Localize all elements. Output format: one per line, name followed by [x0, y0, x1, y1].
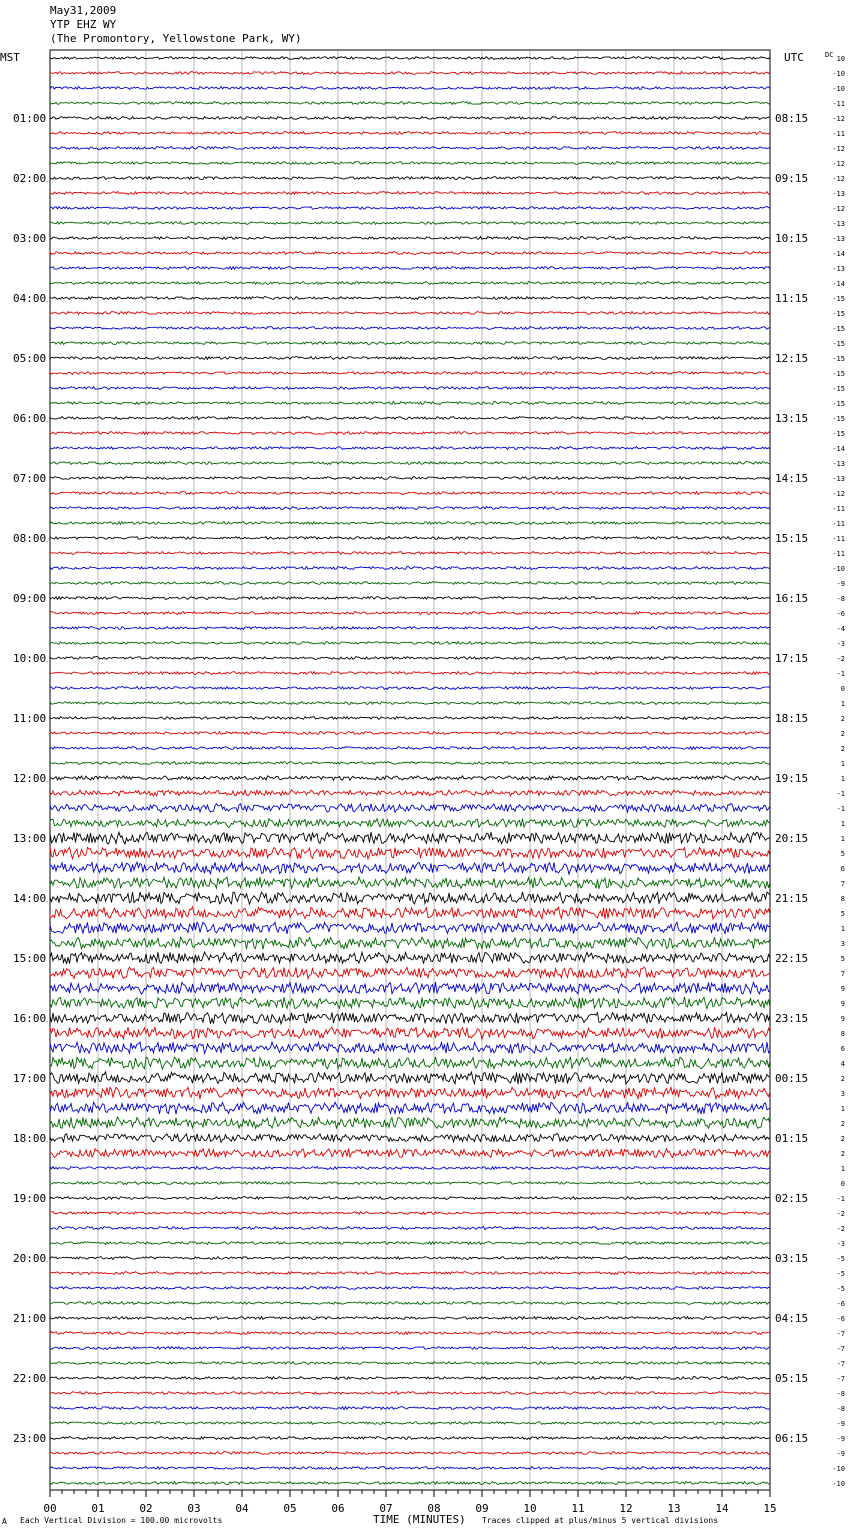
right-hour-labels: [775, 112, 808, 1445]
trace-row-87: [50, 1362, 770, 1365]
trace-row-76: [50, 1197, 770, 1200]
trace-row-18: [50, 327, 770, 330]
trace-row-66: [50, 1042, 770, 1054]
left-hour-label: 14:00: [13, 892, 47, 905]
dc-offset-label: -7: [836, 1330, 845, 1338]
dc-offset-label: -1: [836, 790, 845, 798]
trace-row-40: [50, 657, 770, 660]
dc-offset-label: -11: [832, 100, 845, 108]
trace-row-93: [50, 1452, 770, 1455]
trace-row-91: [50, 1422, 770, 1425]
right-hour-label: 03:15: [775, 1252, 809, 1265]
trace-row-36: [50, 597, 770, 600]
dc-offset-label: -14: [832, 250, 845, 258]
dc-offset-label: -8: [836, 1390, 845, 1398]
dc-offset-label: -4: [836, 625, 845, 633]
trace-row-67: [50, 1057, 770, 1069]
x-axis: [43, 1490, 776, 1515]
trace-row-61: [50, 967, 770, 979]
dc-offset-label: 3: [840, 940, 845, 948]
dc-offset-label: 9: [840, 1015, 845, 1023]
trace-row-14: [50, 267, 770, 270]
trace-row-94: [50, 1467, 770, 1470]
dc-offset-label: -13: [832, 220, 845, 228]
right-timezone-label: UTC: [784, 51, 804, 64]
trace-row-81: [50, 1272, 770, 1275]
trace-row-73: [50, 1149, 770, 1158]
dc-offset-label: 0: [840, 1180, 845, 1188]
dc-offset-label: -6: [836, 1315, 845, 1323]
left-hour-label: 10:00: [13, 652, 47, 665]
trace-row-62: [50, 982, 770, 994]
trace-row-25: [50, 432, 770, 435]
dc-offset-label: -13: [832, 475, 845, 483]
dc-offset-label: 7: [840, 880, 845, 888]
left-hour-label: 20:00: [13, 1252, 47, 1265]
trace-row-95: [50, 1482, 770, 1485]
trace-row-4: [50, 117, 770, 120]
trace-row-3: [50, 102, 770, 105]
left-hour-label: 09:00: [13, 592, 47, 605]
dc-offset-label: 7: [840, 970, 845, 978]
left-hour-label: 11:00: [13, 712, 47, 725]
dc-offset-label: -3: [836, 640, 845, 648]
right-hour-label: 00:15: [775, 1072, 809, 1085]
dc-offset-label: 5: [840, 955, 845, 963]
trace-row-85: [50, 1332, 770, 1335]
trace-row-20: [50, 357, 770, 360]
dc-offset-label: 1: [840, 1165, 845, 1173]
dc-offset-label: -6: [836, 1300, 845, 1308]
left-hour-label: 07:00: [13, 472, 47, 485]
dc-offset-label: -12: [832, 115, 845, 123]
x-tick-label: 08: [427, 1502, 441, 1515]
right-hour-label: 01:15: [775, 1132, 809, 1145]
trace-row-70: [50, 1102, 770, 1114]
x-tick-label: 05: [283, 1502, 297, 1515]
trace-row-16: [50, 297, 770, 300]
dc-offset-label: 6: [840, 865, 845, 873]
dc-offset-label: 2: [840, 1075, 845, 1083]
dc-offset-label: 2: [840, 1120, 845, 1128]
dc-offset-label: -3: [836, 1240, 845, 1248]
left-hour-labels: [13, 112, 46, 1445]
trace-row-58: [50, 922, 770, 934]
dc-offset-label: -15: [832, 355, 845, 363]
trace-row-69: [50, 1087, 770, 1099]
trace-row-21: [50, 372, 770, 375]
dc-offset-label: -12: [832, 145, 845, 153]
dc-offset-label: -15: [832, 430, 845, 438]
dc-offset-label: -7: [836, 1360, 845, 1368]
left-timezone-label: MST: [0, 51, 20, 64]
trace-row-59: [50, 937, 770, 949]
x-tick-label: 00: [43, 1502, 57, 1515]
dc-offset-label: -15: [832, 295, 845, 303]
trace-row-78: [50, 1227, 770, 1230]
dc-offset-label: -10: [832, 85, 845, 93]
dc-offset-label: -12: [832, 160, 845, 168]
trace-row-89: [50, 1392, 770, 1395]
dc-offset-label: -2: [836, 655, 845, 663]
trace-row-19: [50, 342, 770, 345]
trace-row-88: [50, 1377, 770, 1380]
trace-row-23: [50, 402, 770, 405]
dc-offset-label: -2: [836, 1210, 845, 1218]
trace-row-65: [50, 1027, 770, 1039]
dc-offset-labels: [832, 55, 845, 1488]
trace-row-12: [50, 237, 770, 240]
dc-offset-label: 8: [840, 895, 845, 903]
dc-header-label: DC: [825, 51, 834, 59]
x-tick-label: 12: [619, 1502, 633, 1515]
left-hour-label: 05:00: [13, 352, 47, 365]
trace-row-74: [50, 1167, 770, 1170]
dc-offset-label: 2: [840, 730, 845, 738]
x-tick-label: 07: [379, 1502, 393, 1515]
dc-offset-label: 1: [840, 760, 845, 768]
trace-row-37: [50, 612, 770, 615]
dc-offset-label: -9: [836, 1420, 845, 1428]
left-hour-label: 16:00: [13, 1012, 47, 1025]
x-tick-label: 09: [475, 1502, 489, 1515]
dc-offset-label: 2: [840, 1150, 845, 1158]
dc-offset-label: 2: [840, 745, 845, 753]
dc-offset-label: -15: [832, 310, 845, 318]
trace-row-43: [50, 702, 770, 705]
trace-row-35: [50, 582, 770, 585]
trace-row-39: [50, 642, 770, 645]
x-tick-label: 01: [91, 1502, 105, 1515]
trace-row-9: [50, 192, 770, 195]
location-label: (The Promontory, Yellowstone Park, WY): [50, 32, 302, 45]
left-hour-label: 17:00: [13, 1072, 47, 1085]
dc-offset-label: 0: [840, 685, 845, 693]
right-hour-label: 16:15: [775, 592, 809, 605]
dc-offset-label: 1: [840, 700, 845, 708]
trace-row-17: [50, 312, 770, 315]
right-hour-label: 18:15: [775, 712, 809, 725]
left-hour-label: 21:00: [13, 1312, 47, 1325]
dc-offset-label: -11: [832, 535, 845, 543]
dc-offset-label: -11: [832, 505, 845, 513]
left-hour-label: 08:00: [13, 532, 47, 545]
trace-row-64: [50, 1013, 770, 1024]
dc-offset-label: -13: [832, 190, 845, 198]
left-hour-label: 13:00: [13, 832, 47, 845]
left-hour-label: 19:00: [13, 1192, 47, 1205]
dc-offset-label: -15: [832, 340, 845, 348]
left-hour-label: 23:00: [13, 1432, 47, 1445]
dc-offset-label: -7: [836, 1345, 845, 1353]
dc-offset-label: -14: [832, 280, 845, 288]
dc-offset-label: -12: [832, 490, 845, 498]
dc-offset-label: -5: [836, 1285, 845, 1293]
trace-row-13: [50, 252, 770, 255]
x-tick-label: 02: [139, 1502, 153, 1515]
trace-row-22: [50, 387, 770, 390]
dc-offset-label: 8: [840, 1030, 845, 1038]
dc-offset-label: -12: [832, 205, 845, 213]
left-hour-label: 15:00: [13, 952, 47, 965]
dc-offset-label: -1: [836, 1195, 845, 1203]
dc-offset-label: 1: [840, 1105, 845, 1113]
trace-row-24: [50, 417, 770, 420]
x-tick-label: 04: [235, 1502, 249, 1515]
trace-row-46: [50, 747, 770, 750]
x-tick-label: 03: [187, 1502, 201, 1515]
dc-offset-label: -8: [836, 1405, 845, 1413]
left-hour-label: 22:00: [13, 1372, 47, 1385]
traces: [50, 57, 770, 1485]
trace-row-31: [50, 522, 770, 525]
trace-row-0: [50, 57, 770, 60]
dc-offset-label: 1: [840, 820, 845, 828]
dc-offset-label: -7: [836, 1375, 845, 1383]
dc-offset-label: 4: [840, 1060, 845, 1068]
dc-offset-label: 2: [840, 715, 845, 723]
dc-offset-label: 5: [840, 910, 845, 918]
dc-offset-label: 1: [840, 775, 845, 783]
trace-row-72: [50, 1134, 770, 1143]
right-hour-label: 10:15: [775, 232, 809, 245]
trace-row-55: [50, 877, 770, 889]
dc-offset-label: -11: [832, 520, 845, 528]
trace-row-8: [50, 177, 770, 180]
dc-offset-label: -13: [832, 460, 845, 468]
trace-row-33: [50, 552, 770, 555]
dc-offset-label: 6: [840, 1045, 845, 1053]
trace-row-5: [50, 132, 770, 135]
dc-offset-label: 10: [836, 55, 845, 63]
dc-offset-label: -15: [832, 370, 845, 378]
trace-row-68: [50, 1072, 770, 1084]
right-hour-label: 04:15: [775, 1312, 809, 1325]
right-hour-label: 06:15: [775, 1432, 809, 1445]
dc-offset-label: -6: [836, 610, 845, 618]
dc-offset-label: -8: [836, 595, 845, 603]
x-tick-label: 15: [763, 1502, 777, 1515]
trace-row-80: [50, 1257, 770, 1260]
dc-offset-label: 2: [840, 1135, 845, 1143]
right-hour-label: 11:15: [775, 292, 809, 305]
left-hour-label: 04:00: [13, 292, 47, 305]
trace-row-48: [50, 776, 770, 781]
trace-row-15: [50, 282, 770, 285]
x-tick-label: 10: [523, 1502, 537, 1515]
dc-offset-label: -10: [832, 565, 845, 573]
trace-row-47: [50, 762, 770, 765]
right-hour-label: 14:15: [775, 472, 809, 485]
trace-row-50: [50, 804, 770, 813]
dc-offset-label: -5: [836, 1255, 845, 1263]
x-tick-label: 06: [331, 1502, 345, 1515]
dc-offset-label: 3: [840, 1090, 845, 1098]
trace-row-38: [50, 627, 770, 630]
dc-offset-label: -2: [836, 1225, 845, 1233]
trace-row-29: [50, 492, 770, 495]
right-hour-label: 02:15: [775, 1192, 809, 1205]
trace-row-51: [50, 819, 770, 828]
x-axis-title: TIME (MINUTES): [373, 1513, 466, 1526]
corner-mark: A: [2, 1517, 7, 1526]
dc-offset-label: 1: [840, 835, 845, 843]
dc-offset-label: -15: [832, 325, 845, 333]
trace-row-54: [50, 862, 770, 874]
dc-offset-label: 5: [840, 850, 845, 858]
trace-row-2: [50, 87, 770, 90]
trace-row-90: [50, 1407, 770, 1410]
trace-row-11: [50, 222, 770, 225]
trace-row-10: [50, 207, 770, 210]
trace-row-82: [50, 1287, 770, 1290]
trace-row-7: [50, 162, 770, 165]
dc-offset-label: -10: [832, 1465, 845, 1473]
trace-row-32: [50, 537, 770, 540]
dc-offset-label: -5: [836, 1270, 845, 1278]
x-tick-label: 11: [571, 1502, 585, 1515]
trace-row-42: [50, 687, 770, 690]
date-label: May31,2009: [50, 4, 117, 17]
right-hour-label: 12:15: [775, 352, 809, 365]
dc-offset-label: -1: [836, 670, 845, 678]
dc-offset-label: -13: [832, 235, 845, 243]
dc-offset-label: -1: [836, 805, 845, 813]
right-hour-label: 19:15: [775, 772, 809, 785]
trace-row-83: [50, 1302, 770, 1305]
dc-offset-label: -9: [836, 1435, 845, 1443]
dc-offset-label: -15: [832, 385, 845, 393]
right-hour-label: 05:15: [775, 1372, 809, 1385]
right-hour-label: 17:15: [775, 652, 809, 665]
trace-row-75: [50, 1182, 770, 1185]
trace-row-77: [50, 1212, 770, 1215]
left-hour-label: 06:00: [13, 412, 47, 425]
dc-offset-label: -10: [832, 1480, 845, 1488]
trace-row-41: [50, 672, 770, 675]
dc-offset-label: -9: [836, 1450, 845, 1458]
trace-row-45: [50, 732, 770, 735]
right-hour-label: 13:15: [775, 412, 809, 425]
trace-row-84: [50, 1317, 770, 1320]
trace-row-34: [50, 567, 770, 570]
trace-row-92: [50, 1437, 770, 1440]
trace-row-44: [50, 717, 770, 720]
trace-row-56: [50, 892, 770, 904]
left-hour-label: 02:00: [13, 172, 47, 185]
left-hour-label: 12:00: [13, 772, 47, 785]
scale-note: Each Vertical Division = 100.00 microvolts: [20, 1516, 223, 1525]
dc-offset-label: -11: [832, 550, 845, 558]
dc-offset-label: -13: [832, 265, 845, 273]
dc-offset-label: -11: [832, 130, 845, 138]
trace-row-63: [50, 997, 770, 1009]
trace-row-53: [50, 847, 770, 859]
right-hour-label: 21:15: [775, 892, 809, 905]
trace-row-28: [50, 477, 770, 480]
trace-row-30: [50, 507, 770, 510]
station-label: YTP EHZ WY: [50, 18, 117, 31]
trace-row-57: [50, 907, 770, 919]
dc-offset-label: -15: [832, 415, 845, 423]
dc-offset-label: -12: [832, 175, 845, 183]
x-tick-label: 14: [715, 1502, 729, 1515]
trace-row-26: [50, 447, 770, 450]
left-hour-label: 01:00: [13, 112, 47, 125]
dc-offset-label: -14: [832, 445, 845, 453]
trace-row-60: [50, 952, 770, 964]
right-hour-label: 22:15: [775, 952, 809, 965]
right-hour-label: 08:15: [775, 112, 809, 125]
dc-offset-label: 9: [840, 1000, 845, 1008]
trace-row-6: [50, 147, 770, 150]
right-hour-label: 23:15: [775, 1012, 809, 1025]
trace-row-79: [50, 1242, 770, 1245]
right-hour-label: 09:15: [775, 172, 809, 185]
dc-offset-label: -15: [832, 400, 845, 408]
dc-offset-label: -10: [832, 70, 845, 78]
right-hour-label: 15:15: [775, 532, 809, 545]
dc-offset-label: -9: [836, 580, 845, 588]
x-tick-label: 13: [667, 1502, 681, 1515]
left-hour-label: 03:00: [13, 232, 47, 245]
trace-row-49: [50, 790, 770, 796]
dc-offset-label: 9: [840, 985, 845, 993]
left-hour-label: 18:00: [13, 1132, 47, 1145]
trace-row-27: [50, 462, 770, 465]
trace-row-1: [50, 72, 770, 75]
trace-row-52: [50, 832, 770, 844]
dc-offset-label: 1: [840, 925, 845, 933]
right-hour-label: 20:15: [775, 832, 809, 845]
trace-row-86: [50, 1347, 770, 1350]
clip-note: Traces clipped at plus/minus 5 vertical divisions: [482, 1516, 719, 1525]
trace-row-71: [50, 1117, 770, 1129]
